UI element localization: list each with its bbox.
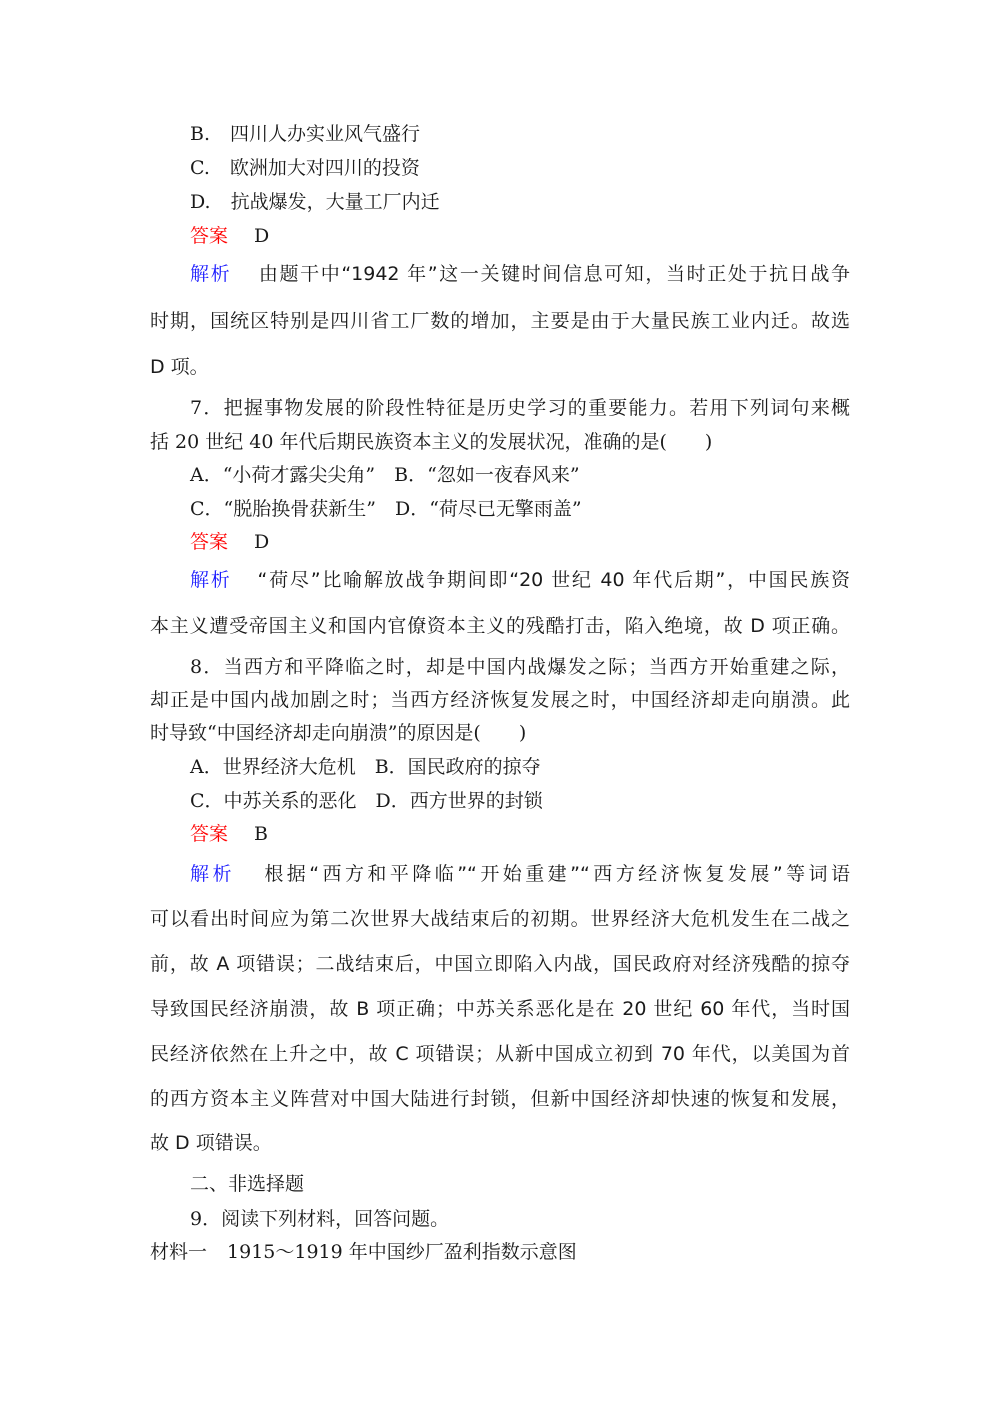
material-label: 材料一: [150, 1241, 208, 1263]
q8-stem-line-3: 时导致“中国经济却走向崩溃”的原因是( ): [150, 722, 527, 744]
q8-explanation-line-6: 的西方资本主义阵营对中国大陆进行封锁，但新中国经济却快速的恢复和发展，: [150, 1088, 850, 1110]
q6-option-c: [190, 156, 420, 180]
q8-explanation-line-2: 可以看出时间应为第二次世界大战结束后的初期。世界经济大危机发生在二战之: [150, 908, 850, 930]
q6-explanation-line-2: 时期，国统区特别是四川省工厂数的增加，主要是由于大量民族工业内迁。故选: [150, 310, 850, 332]
answer-label: 答案: [190, 823, 229, 845]
answer-label: 答案: [190, 225, 229, 247]
q9-material-heading: [150, 1240, 577, 1264]
option-letter: B.: [190, 123, 211, 145]
q8-stem-line-1: 8．当西方和平降临之时，却是中国内战爆发之际；当西方开始重建之际，: [190, 656, 850, 678]
q6-answer: [190, 224, 269, 248]
q7-explanation-line-2: 本主义遭受帝国主义和国内官僚资本主义的残酷打击，陷入绝境，故 D 项正确。: [150, 615, 850, 637]
option-text: 欧洲加大对四川的投资: [229, 157, 420, 179]
explanation-text: 根据“西方和平降临”“开始重建”“西方经济恢复发展”等词语: [260, 863, 850, 885]
explanation-label: 解析: [190, 569, 232, 591]
material-title: 1915～1919 年中国纱厂盈利指数示意图: [227, 1241, 577, 1263]
q8-options-line-2: C．中苏关系的恶化 D．西方世界的封锁: [190, 790, 543, 812]
q8-explanation-line-4: 导致国民经济崩溃，故 B 项正确；中苏关系恶化是在 20 世纪 60 年代，当时国: [150, 998, 850, 1020]
option-letter: C.: [190, 157, 210, 179]
explanation-label: 解析: [190, 863, 235, 885]
q7-explanation-line-1: [190, 568, 850, 592]
q9-stem: 9．阅读下列材料，回答问题。: [190, 1208, 450, 1230]
answer-value: B: [254, 823, 268, 845]
explanation-text: 由题干中“1942 年”这一关键时间信息可知，当时正处于抗日战争: [257, 263, 850, 285]
q7-options-line-2: C．“脱胎换骨获新生” D．“荷尽已无擎雨盖”: [190, 498, 582, 520]
explanation-text: “荷尽”比喻解放战争期间即“20 世纪 40 年代后期”，中国民族资: [257, 569, 850, 591]
q8-explanation-line-1: [190, 862, 850, 886]
explanation-label: 解析: [190, 263, 232, 285]
q7-answer: [190, 530, 269, 554]
q8-answer: [190, 822, 268, 846]
option-text: 抗战爆发，大量工厂内迁: [230, 191, 440, 213]
q8-explanation-line-5: 民经济依然在上升之中，故 C 项错误；从新中国成立初到 70 年代，以美国为首: [150, 1043, 850, 1065]
section-title: 二、非选择题: [190, 1173, 305, 1195]
answer-label: 答案: [190, 531, 229, 553]
option-text: 四川人办实业风气盛行: [230, 123, 421, 145]
q7-stem-line-1: 7．把握事物发展的阶段性特征是历史学习的重要能力。若用下列词句来概: [190, 397, 850, 419]
answer-value: D: [254, 531, 270, 553]
q7-stem-line-2: 括 20 世纪 40 年代后期民族资本主义的发展状况，准确的是( ): [150, 431, 713, 453]
answer-value: D: [254, 225, 270, 247]
option-letter: D.: [190, 191, 211, 213]
q6-explanation-line-1: [190, 262, 850, 286]
q6-option-b: [190, 122, 420, 146]
q8-options-line-1: A．世界经济大危机 B．国民政府的掠夺: [190, 756, 541, 778]
q7-options-line-1: A．“小荷才露尖尖角” B．“忽如一夜春风来”: [190, 464, 580, 486]
q6-option-d: [190, 190, 440, 214]
q6-explanation-line-3: D 项。: [150, 356, 209, 378]
q8-stem-line-2: 却正是中国内战加剧之时；当西方经济恢复发展之时，中国经济却走向崩溃。此: [150, 689, 850, 711]
q8-explanation-line-3: 前，故 A 项错误；二战结束后，中国立即陷入内战，国民政府对经济残酷的掠夺: [150, 953, 850, 975]
q8-explanation-line-7: 故 D 项错误。: [150, 1132, 272, 1154]
